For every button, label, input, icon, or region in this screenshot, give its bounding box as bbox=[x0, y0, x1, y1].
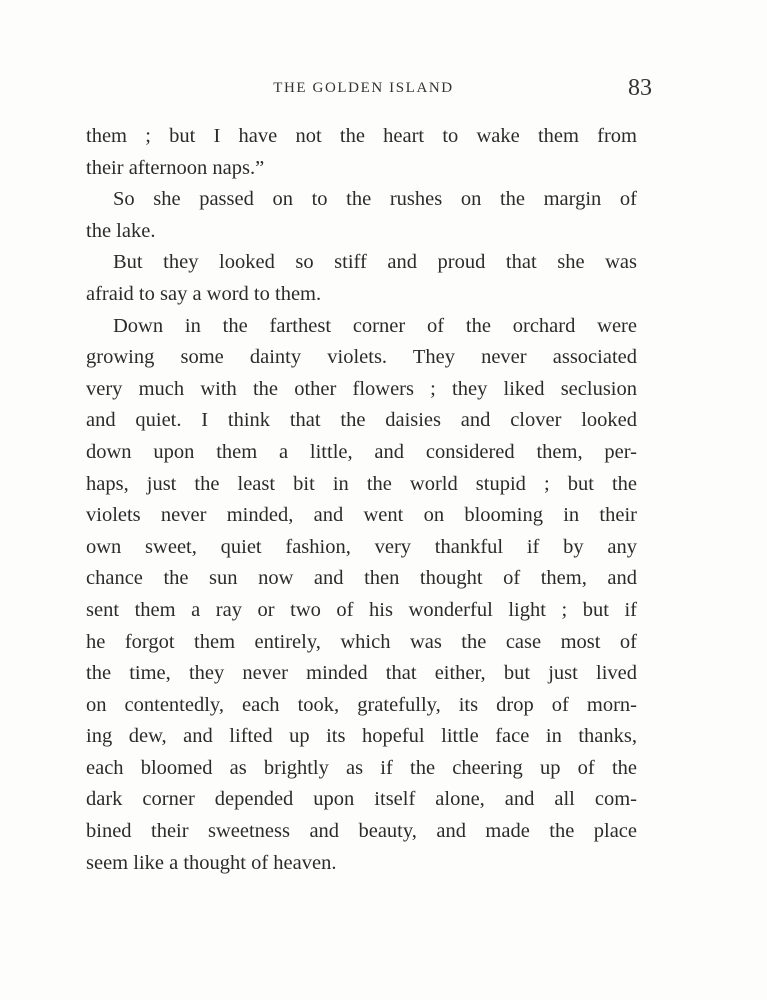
text-line: own sweet, quiet fashion, very thankful if by any bbox=[86, 535, 637, 558]
text-line: down upon them a little, and considered them, per- bbox=[86, 440, 637, 463]
text-line: the lake. bbox=[86, 219, 156, 242]
text-line: ing dew, and lifted up its hopeful little face in thanks, bbox=[86, 725, 637, 748]
paragraph bbox=[86, 247, 637, 310]
text-line: dark corner depended upon itself alone, and all com- bbox=[86, 788, 637, 811]
running-title: THE GOLDEN ISLAND bbox=[273, 80, 454, 96]
text-line: violets never minded, and went on blooming in their bbox=[86, 504, 637, 527]
page-number: 83 bbox=[628, 75, 652, 101]
text-line: sent them a ray or two of his wonderful light ; but if bbox=[86, 598, 637, 621]
paragraph bbox=[86, 311, 637, 880]
text-line: each bloomed as brightly as if the cheering up of the bbox=[86, 756, 637, 779]
text-line: chance the sun now and then thought of them, and bbox=[86, 567, 637, 590]
text-line: and quiet. I think that the daisies and clover looked bbox=[86, 409, 637, 432]
text-line: them ; but I have not the heart to wake them from bbox=[86, 125, 637, 147]
text-line: very much with the other flowers ; they liked seclusion bbox=[86, 377, 637, 400]
text-line: bined their sweetness and beauty, and made the place bbox=[86, 820, 637, 843]
text-line: on contentedly, each took, gratefully, its drop of morn- bbox=[86, 693, 637, 716]
text-line: the time, they never minded that either, but just lived bbox=[86, 662, 637, 685]
text-line: But they looked so stiff and proud that she was bbox=[113, 251, 637, 274]
text-line: growing some dainty violets. They never associated bbox=[86, 346, 637, 369]
text-line: he forgot them entirely, which was the case most of bbox=[86, 630, 637, 653]
running-header bbox=[0, 75, 767, 102]
text-line: their afternoon naps.” bbox=[86, 156, 265, 179]
text-line: Down in the farthest corner of the orchard were bbox=[113, 314, 637, 337]
text-line: afraid to say a word to them. bbox=[86, 282, 322, 305]
body-text bbox=[86, 121, 637, 879]
paragraph bbox=[86, 121, 637, 184]
text-line: seem like a thought of heaven. bbox=[86, 851, 337, 874]
text-line: haps, just the least bit in the world stupid ; but the bbox=[86, 472, 637, 495]
text-line: So she passed on to the rushes on the margin of bbox=[113, 188, 637, 211]
paragraph bbox=[86, 184, 637, 247]
